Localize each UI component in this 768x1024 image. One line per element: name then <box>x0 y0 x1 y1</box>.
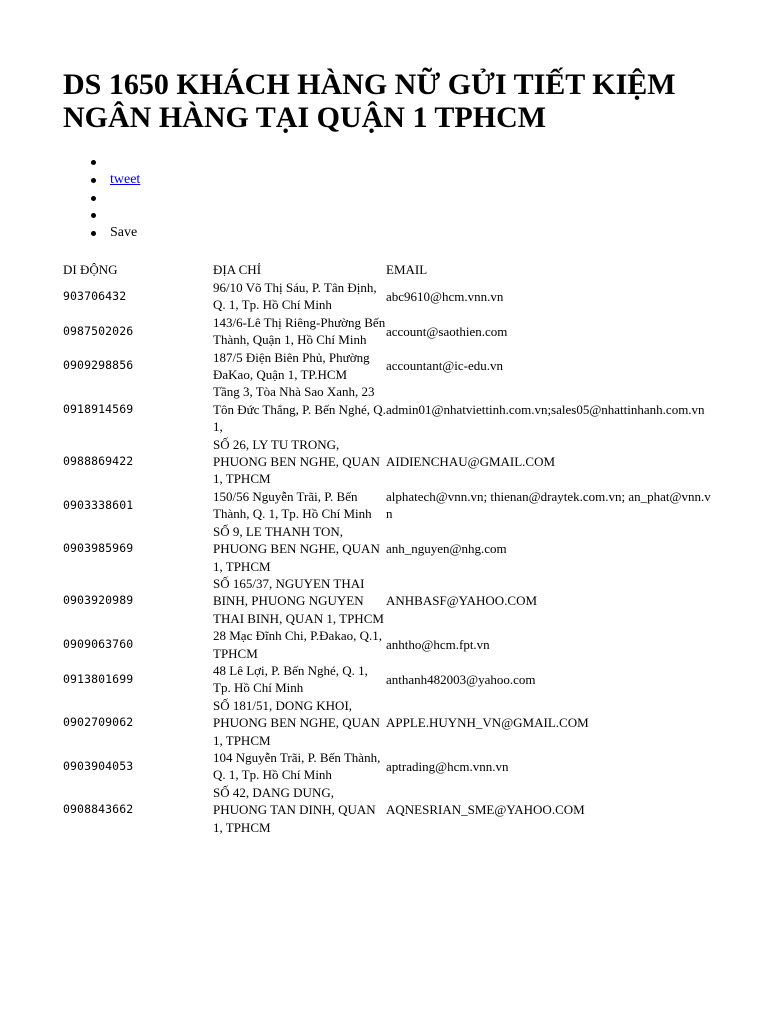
address-cell: 187/5 Điện Biên Phủ, Phường ĐaKao, Quận 1, TP.HCM <box>213 349 370 383</box>
address-cell: 143/6-Lê Thị Riêng-Phường Bến Thành, Quận 1, Hồ Chí Minh <box>213 314 386 348</box>
phone-cell: 0913801699 <box>63 671 134 686</box>
table-row <box>63 349 716 384</box>
phone-cell: 0908843662 <box>63 802 134 817</box>
phone-cell: 0988869422 <box>63 454 134 469</box>
customer-table <box>63 260 716 836</box>
phone-cell: 0903985969 <box>63 541 134 556</box>
phone-cell: 0909298856 <box>63 358 134 373</box>
address-cell: SỐ 42, DANG DUNG, PHUONG TAN DINH, QUAN 1, TPHCM <box>213 784 376 835</box>
header-email: EMAIL <box>386 262 428 277</box>
email-cell: admin01@nhatviettinh.com.vn;sales05@nhattinhanh.com.vn <box>386 401 705 417</box>
address-cell: SỐ 165/37, NGUYEN THAI BINH, PHUONG NGUYEN THAI BINH, QUAN 1, TPHCM <box>213 575 384 626</box>
table-row <box>63 697 716 749</box>
tweet-link[interactable]: tweet <box>110 171 141 187</box>
email-cell: aptrading@hcm.vnn.vn <box>386 758 509 774</box>
share-item-tweet[interactable] <box>91 171 140 189</box>
phone-cell: 0909063760 <box>63 636 134 651</box>
email-cell: anthanh482003@yahoo.com <box>386 671 536 687</box>
share-item-save[interactable] <box>91 224 140 242</box>
table-body <box>63 279 716 836</box>
phone-cell: 0903920989 <box>63 593 134 608</box>
email-cell: ANHBASF@YAHOO.COM <box>386 593 538 609</box>
address-cell: Tầng 3, Tòa Nhà Sao Xanh, 23 Tôn Đức Thắng, P. Bến Nghé, Q. 1, <box>213 384 386 435</box>
page-title: DS 1650 KHÁCH HÀNG NỮ GỬI TIẾT KIỆM NGÂN HÀNG TẠI QUẬN 1 TPHCM <box>63 68 676 134</box>
email-cell: anhtho@hcm.fpt.vn <box>386 636 490 652</box>
table-row <box>63 436 716 488</box>
table-row <box>63 523 716 575</box>
email-cell: AQNESRIAN_SME@YAHOO.COM <box>386 802 585 818</box>
phone-cell: 0902709062 <box>63 715 134 730</box>
table-row <box>63 627 716 662</box>
email-cell: accountant@ic-edu.vn <box>386 358 504 374</box>
header-phone: DI ĐỘNG <box>63 262 118 277</box>
address-cell: SỐ 9, LE THANH TON, PHUONG BEN NGHE, QUAN 1, TPHCM <box>213 523 380 574</box>
email-cell: APPLE.HUYNH_VN@GMAIL.COM <box>386 715 589 731</box>
address-cell: 48 Lê Lợi, P. Bến Nghé, Q. 1, Tp. Hồ Chí Minh <box>213 662 368 696</box>
address-cell: 150/56 Nguyễn Trãi, P. Bến Thành, Q. 1, Tp. Hồ Chí Minh <box>213 488 372 522</box>
share-list <box>91 153 140 242</box>
email-cell: anh_nguyen@nhg.com <box>386 541 507 557</box>
table-row <box>63 784 716 836</box>
table-row <box>63 749 716 784</box>
table-row <box>63 314 716 349</box>
phone-cell: 0903338601 <box>63 497 134 512</box>
address-cell: SỐ 181/51, DONG KHOI, PHUONG BEN NGHE, QUAN 1, TPHCM <box>213 697 380 748</box>
address-cell: SỐ 26, LY TU TRONG, PHUONG BEN NGHE, QUAN 1, TPHCM <box>213 436 380 487</box>
table-row <box>63 662 716 697</box>
email-cell: AIDIENCHAU@GMAIL.COM <box>386 454 556 470</box>
email-cell: abc9610@hcm.vnn.vn <box>386 288 504 304</box>
table-row <box>63 383 716 435</box>
table-row <box>63 488 716 523</box>
share-item-empty-3 <box>91 206 140 224</box>
phone-cell: 0987502026 <box>63 323 134 338</box>
phone-cell: 0918914569 <box>63 401 134 416</box>
address-cell: 96/10 Võ Thị Sáu, P. Tân Định, Q. 1, Tp. Hồ Chí Minh <box>213 280 377 313</box>
phone-cell: 903706432 <box>63 288 127 303</box>
table-row <box>63 279 716 314</box>
table-row <box>63 575 716 627</box>
address-cell: 28 Mạc Đĩnh Chi, P.Đakao, Q.1, TPHCM <box>213 628 382 661</box>
header-address: ĐỊA CHỈ <box>213 262 262 277</box>
email-cell: account@saothien.com <box>386 323 508 339</box>
share-item-empty-2 <box>91 189 140 207</box>
save-label[interactable]: Save <box>110 225 138 241</box>
address-cell: 104 Nguyễn Trãi, P. Bến Thành, Q. 1, Tp. Hồ Chí Minh <box>213 749 381 783</box>
table-header-row <box>63 260 716 279</box>
phone-cell: 0903904053 <box>63 758 134 773</box>
email-cell: alphatech@vnn.vn; thienan@draytek.com.vn; an_phat@vnn.vn <box>386 488 711 522</box>
share-item-empty-1 <box>91 153 140 171</box>
